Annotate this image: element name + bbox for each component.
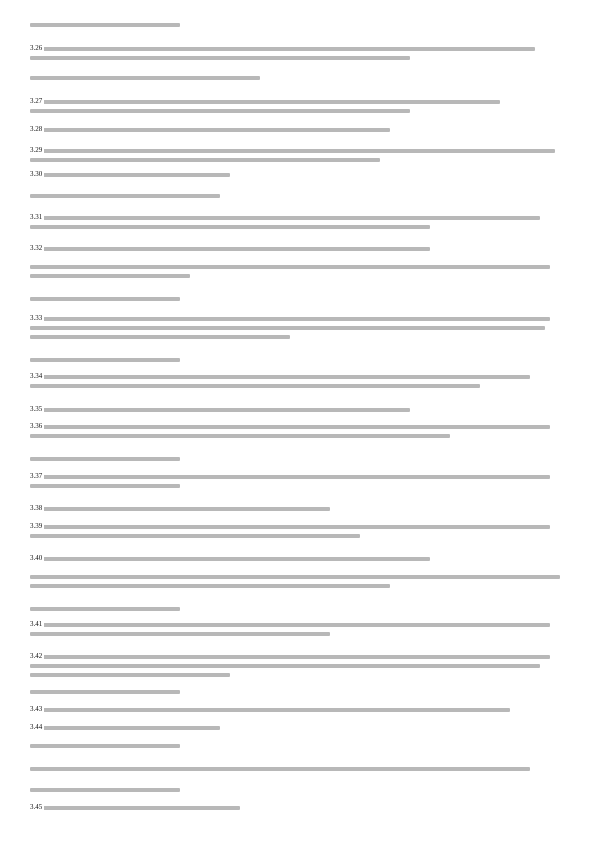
clause-number: 3.33 (30, 314, 43, 322)
text-line (30, 297, 180, 301)
text-line (30, 23, 180, 27)
text-line (30, 484, 180, 488)
text-line (30, 726, 220, 730)
text-line (30, 475, 550, 479)
text-line (30, 317, 550, 321)
text-line (30, 767, 530, 771)
text-line (30, 247, 430, 251)
text-line (30, 326, 545, 330)
text-line (30, 47, 535, 51)
text-line (30, 173, 230, 177)
clause-number: 3.27 (30, 97, 43, 105)
clause-number: 3.29 (30, 146, 43, 154)
clause-number: 3.39 (30, 522, 43, 530)
text-line (30, 225, 430, 229)
text-line (30, 806, 240, 810)
clause-number: 3.40 (30, 554, 43, 562)
text-line (30, 632, 330, 636)
text-line (30, 655, 550, 659)
text-line (30, 744, 180, 748)
clause-number: 3.36 (30, 422, 43, 430)
text-line (30, 507, 330, 511)
text-line (30, 690, 180, 694)
text-line (30, 358, 180, 362)
clause-number: 3.42 (30, 652, 43, 660)
clause-number: 3.38 (30, 504, 43, 512)
clause-number: 3.37 (30, 472, 43, 480)
text-line (30, 274, 190, 278)
text-line (30, 158, 380, 162)
text-line (30, 425, 550, 429)
text-line (30, 375, 530, 379)
text-line (30, 100, 500, 104)
text-line (30, 335, 290, 339)
text-line (30, 56, 410, 60)
clause-number: 3.32 (30, 244, 43, 252)
clause-number: 3.41 (30, 620, 43, 628)
text-line (30, 534, 360, 538)
text-line (30, 216, 540, 220)
text-line (30, 575, 560, 579)
clause-number: 3.45 (30, 803, 43, 811)
text-line (30, 109, 410, 113)
clause-number: 3.31 (30, 213, 43, 221)
text-line (30, 623, 550, 627)
text-line (30, 557, 430, 561)
clause-number: 3.34 (30, 372, 43, 380)
text-line (30, 194, 220, 198)
clause-number: 3.30 (30, 170, 43, 178)
text-line (30, 525, 550, 529)
text-line (30, 788, 180, 792)
clause-number: 3.35 (30, 405, 43, 413)
clause-number: 3.44 (30, 723, 43, 731)
text-line (30, 149, 555, 153)
text-line (30, 384, 480, 388)
clause-number: 3.43 (30, 705, 43, 713)
clause-number: 3.28 (30, 125, 43, 133)
text-line (30, 673, 230, 677)
text-line (30, 76, 260, 80)
clause-number: 3.26 (30, 44, 43, 52)
text-line (30, 457, 180, 461)
text-line (30, 408, 410, 412)
text-line (30, 584, 390, 588)
text-line (30, 708, 510, 712)
text-line (30, 128, 390, 132)
text-line (30, 265, 550, 269)
text-line (30, 607, 180, 611)
text-line (30, 664, 540, 668)
text-line (30, 434, 450, 438)
